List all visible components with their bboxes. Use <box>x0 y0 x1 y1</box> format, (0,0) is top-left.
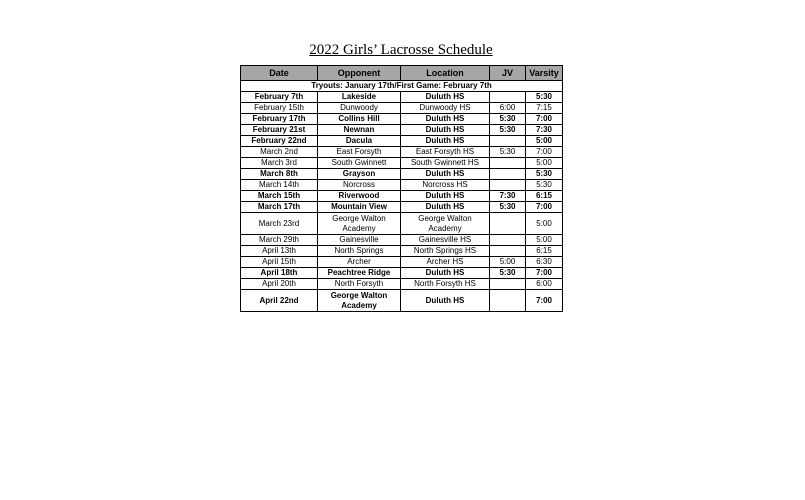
table-row <box>241 103 563 114</box>
cell-date: March 2nd <box>241 147 318 158</box>
cell-varsity: 7:00 <box>526 202 563 213</box>
cell-varsity: 7:00 <box>526 147 563 158</box>
table-row <box>241 290 563 312</box>
table-row <box>241 169 563 180</box>
table-row <box>241 202 563 213</box>
cell-date: March 14th <box>241 180 318 191</box>
cell-location: Duluth HS <box>401 202 490 213</box>
cell-date: March 17th <box>241 202 318 213</box>
cell-opponent: Peachtree Ridge <box>318 268 401 279</box>
page-title: 2022 Girls’ Lacrosse Schedule <box>309 42 493 58</box>
cell-jv <box>490 246 526 257</box>
cell-varsity: 5:30 <box>526 180 563 191</box>
cell-opponent: Dunwoody <box>318 103 401 114</box>
cell-location: Duluth HS <box>401 136 490 147</box>
cell-date: April 20th <box>241 279 318 290</box>
cell-date: April 18th <box>241 268 318 279</box>
table-row <box>241 158 563 169</box>
col-header-opponent: Opponent <box>318 66 401 81</box>
cell-location: Gainesville HS <box>401 235 490 246</box>
cell-varsity: 7:15 <box>526 103 563 114</box>
cell-varsity: 6:00 <box>526 279 563 290</box>
cell-date: February 7th <box>241 92 318 103</box>
table-row <box>241 147 563 158</box>
table-row <box>241 213 563 235</box>
table-row <box>241 180 563 191</box>
table-row <box>241 136 563 147</box>
cell-jv: 5:30 <box>490 268 526 279</box>
cell-jv <box>490 92 526 103</box>
table-row <box>241 125 563 136</box>
cell-date: February 21st <box>241 125 318 136</box>
cell-varsity: 5:30 <box>526 169 563 180</box>
cell-location: George Walton Academy <box>401 213 490 235</box>
cell-location: Duluth HS <box>401 268 490 279</box>
cell-jv: 5:30 <box>490 114 526 125</box>
cell-opponent: Riverwood <box>318 191 401 202</box>
cell-date: March 23rd <box>241 213 318 235</box>
cell-date: April 13th <box>241 246 318 257</box>
cell-jv: 5:00 <box>490 257 526 268</box>
cell-location: Norcross HS <box>401 180 490 191</box>
cell-jv <box>490 136 526 147</box>
col-header-jv: JV <box>490 66 526 81</box>
cell-date: March 8th <box>241 169 318 180</box>
cell-jv: 7:30 <box>490 191 526 202</box>
cell-jv: 5:30 <box>490 125 526 136</box>
cell-varsity: 5:00 <box>526 158 563 169</box>
cell-varsity: 7:00 <box>526 114 563 125</box>
cell-location: East Forsyth HS <box>401 147 490 158</box>
col-header-varsity: Varsity <box>526 66 563 81</box>
cell-opponent: Collins Hill <box>318 114 401 125</box>
col-header-date: Date <box>241 66 318 81</box>
cell-jv <box>490 290 526 312</box>
cell-jv: 5:30 <box>490 147 526 158</box>
cell-location: Dunwoody HS <box>401 103 490 114</box>
cell-date: March 3rd <box>241 158 318 169</box>
cell-jv <box>490 169 526 180</box>
tryouts-note: Tryouts: January 17th/First Game: February 7th <box>241 81 563 92</box>
tryouts-note-row <box>241 81 563 92</box>
cell-location: Duluth HS <box>401 290 490 312</box>
cell-opponent: Grayson <box>318 169 401 180</box>
cell-location: North Forsyth HS <box>401 279 490 290</box>
cell-location: Duluth HS <box>401 114 490 125</box>
table-row <box>241 268 563 279</box>
table-row <box>241 246 563 257</box>
cell-opponent: Lakeside <box>318 92 401 103</box>
cell-jv: 6:00 <box>490 103 526 114</box>
cell-varsity: 7:00 <box>526 290 563 312</box>
cell-varsity: 5:00 <box>526 235 563 246</box>
cell-varsity: 7:00 <box>526 268 563 279</box>
cell-date: March 15th <box>241 191 318 202</box>
table-row <box>241 92 563 103</box>
cell-varsity: 6:30 <box>526 257 563 268</box>
cell-jv: 5:30 <box>490 202 526 213</box>
cell-opponent: Mountain View <box>318 202 401 213</box>
cell-location: Duluth HS <box>401 191 490 202</box>
cell-location: Archer HS <box>401 257 490 268</box>
cell-jv <box>490 180 526 191</box>
cell-location: Duluth HS <box>401 125 490 136</box>
cell-date: February 15th <box>241 103 318 114</box>
cell-opponent: Dacula <box>318 136 401 147</box>
cell-jv <box>490 213 526 235</box>
cell-opponent: East Forsyth <box>318 147 401 158</box>
cell-opponent: Newnan <box>318 125 401 136</box>
table-row <box>241 235 563 246</box>
cell-date: April 15th <box>241 257 318 268</box>
cell-jv <box>490 158 526 169</box>
cell-opponent: Archer <box>318 257 401 268</box>
cell-date: February 22nd <box>241 136 318 147</box>
cell-opponent: North Springs <box>318 246 401 257</box>
table-row <box>241 279 563 290</box>
cell-varsity: 6:15 <box>526 191 563 202</box>
cell-date: February 17th <box>241 114 318 125</box>
cell-varsity: 7:30 <box>526 125 563 136</box>
cell-opponent: George Walton Academy <box>318 290 401 312</box>
schedule-table <box>240 65 563 312</box>
cell-date: April 22nd <box>241 290 318 312</box>
cell-jv <box>490 279 526 290</box>
header-row <box>241 66 563 81</box>
cell-opponent: Norcross <box>318 180 401 191</box>
cell-opponent: North Forsyth <box>318 279 401 290</box>
cell-opponent: South Gwinnett <box>318 158 401 169</box>
cell-location: Duluth HS <box>401 92 490 103</box>
table-row <box>241 191 563 202</box>
table-row <box>241 257 563 268</box>
cell-location: South Gwinnett HS <box>401 158 490 169</box>
cell-location: North Springs HS <box>401 246 490 257</box>
col-header-location: Location <box>401 66 490 81</box>
cell-varsity: 6:15 <box>526 246 563 257</box>
cell-opponent: Gainesville <box>318 235 401 246</box>
cell-varsity: 5:00 <box>526 213 563 235</box>
table-row <box>241 114 563 125</box>
cell-opponent: George Walton Academy <box>318 213 401 235</box>
cell-varsity: 5:30 <box>526 92 563 103</box>
cell-varsity: 5:00 <box>526 136 563 147</box>
cell-location: Duluth HS <box>401 169 490 180</box>
cell-date: March 29th <box>241 235 318 246</box>
cell-jv <box>490 235 526 246</box>
